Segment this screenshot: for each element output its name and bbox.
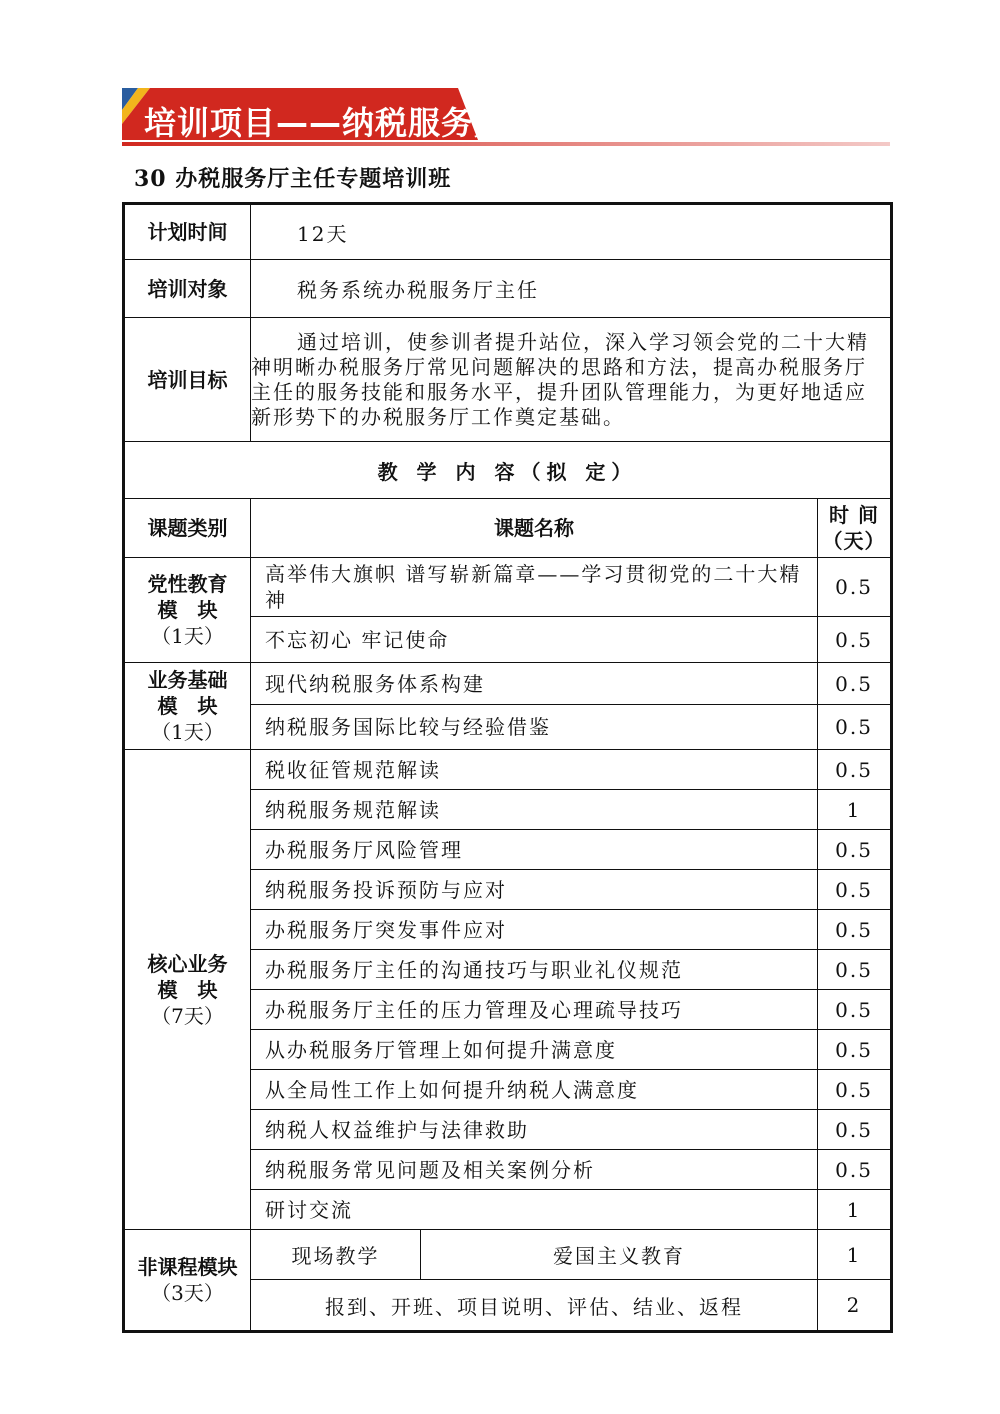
table-row [124, 1230, 892, 1280]
col-category-header: 课题类别 [124, 499, 251, 558]
module-name: 业务基础 [147, 668, 228, 692]
topic-time: 0.5 [818, 663, 892, 705]
table-row [124, 663, 892, 705]
topic-time: 0.5 [818, 617, 892, 663]
topic-title: 爱国主义教育 [421, 1230, 818, 1280]
table-row [124, 558, 892, 617]
plan-time-value: 12天 [251, 204, 892, 260]
course-table [122, 202, 893, 1333]
module-name-suffix: 模 块 [157, 598, 218, 622]
topic-title: 办税服务厅主任的压力管理及心理疏导技巧 [251, 990, 818, 1030]
module-noncourse [124, 1230, 251, 1332]
topic-time: 0.5 [818, 990, 892, 1030]
topic-time: 0.5 [818, 830, 892, 870]
goal-row [124, 318, 892, 442]
topic-title: 办税服务厅突发事件应对 [251, 910, 818, 950]
topic-time: 2 [818, 1280, 892, 1332]
target-label: 培训对象 [124, 260, 251, 318]
topic-title: 纳税服务投诉预防与应对 [251, 870, 818, 910]
module-name: 党性教育 [147, 572, 228, 596]
topic-time: 0.5 [818, 1030, 892, 1070]
plan-time-label: 计划时间 [124, 204, 251, 260]
col-name-header: 课题名称 [251, 499, 818, 558]
topic-time: 0.5 [818, 558, 892, 617]
topic-title: 税收征管规范解读 [251, 750, 818, 790]
module-days: （1天） [151, 720, 224, 744]
target-row [124, 260, 892, 318]
course-title: 30 办税服务厅主任专题培训班 [134, 166, 452, 192]
topic-time: 1 [818, 790, 892, 830]
target-value: 税务系统办税服务厅主任 [251, 260, 892, 318]
topic-time: 0.5 [818, 870, 892, 910]
module-days: （7天） [151, 1003, 224, 1028]
section-title: 教 学 内 容（拟 定） [124, 442, 892, 499]
topic-time: 1 [818, 1190, 892, 1230]
field-teaching-label: 现场教学 [251, 1230, 421, 1280]
module-basic [124, 663, 251, 750]
module-name-suffix: 模 块 [157, 694, 218, 718]
header-banner [122, 88, 890, 148]
topic-title: 办税服务厅风险管理 [251, 830, 818, 870]
section-header-row [124, 442, 892, 499]
topic-time: 0.5 [818, 750, 892, 790]
goal-label: 培训目标 [124, 318, 251, 442]
topic-title: 纳税人权益维护与法律救助 [251, 1110, 818, 1150]
topic-title: 纳税服务规范解读 [251, 790, 818, 830]
topic-title: 从办税服务厅管理上如何提升满意度 [251, 1030, 818, 1070]
topic-title: 现代纳税服务体系构建 [251, 663, 818, 705]
topic-title: 高举伟大旗帜 谱写崭新篇章——学习贯彻党的二十大精神 [251, 558, 818, 617]
topic-time: 0.5 [818, 910, 892, 950]
module-core [124, 750, 251, 1230]
topic-title: 研讨交流 [251, 1190, 818, 1230]
topic-title: 纳税服务国际比较与经验借鉴 [251, 705, 818, 750]
goal-value: 通过培训，使参训者提升站位，深入学习领会党的二十大精神明晰办税服务厅常见问题解决的思路和方法，提高办税服务厅主任的服务技能和服务水平，提升团队管理能力，为更好地适应新形势下的办税服务厅工作奠定基础。 [251, 318, 892, 442]
module-party [124, 558, 251, 663]
col-time-header: 时 间（天） [818, 499, 892, 558]
module-days: （1天） [151, 624, 224, 648]
topic-title: 不忘初心 牢记使命 [251, 617, 818, 663]
table-row [124, 750, 892, 790]
module-days: （3天） [151, 1281, 224, 1305]
topic-title: 报到、开班、项目说明、评估、结业、返程 [251, 1280, 818, 1332]
topic-time: 0.5 [818, 705, 892, 750]
module-name: 非课程模块 [137, 1255, 238, 1279]
column-header-row [124, 499, 892, 558]
topic-title: 纳税服务常见问题及相关案例分析 [251, 1150, 818, 1190]
topic-time: 0.5 [818, 1070, 892, 1110]
plan-time-row [124, 204, 892, 260]
topic-title: 从全局性工作上如何提升纳税人满意度 [251, 1070, 818, 1110]
topic-time: 0.5 [818, 1110, 892, 1150]
module-name-suffix: 模 块 [157, 977, 218, 1002]
banner-title: 培训项目——纳税服务类 [144, 104, 508, 142]
topic-time: 1 [818, 1230, 892, 1280]
module-name: 核心业务 [147, 951, 228, 976]
topic-time: 0.5 [818, 1150, 892, 1190]
topic-time: 0.5 [818, 950, 892, 990]
topic-title: 办税服务厅主任的沟通技巧与职业礼仪规范 [251, 950, 818, 990]
